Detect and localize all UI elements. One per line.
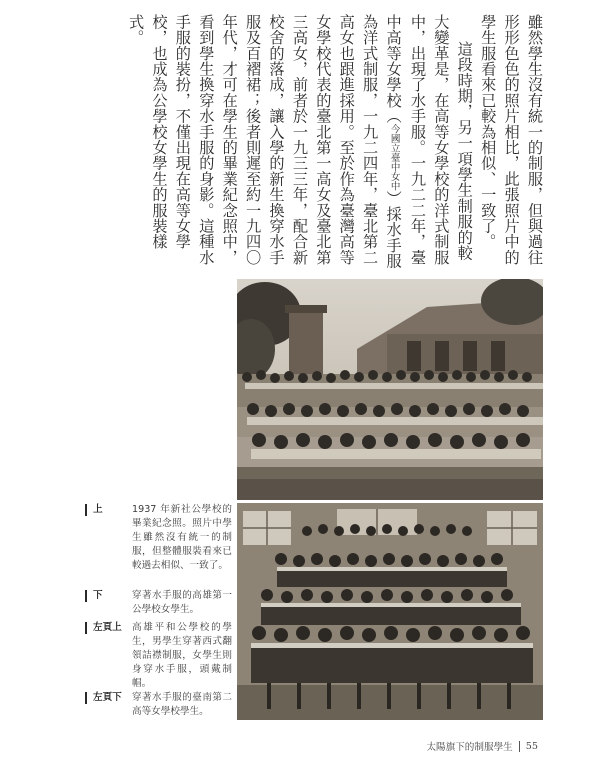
- paragraph-2-part-b: ）採水手服為洋式制服，一九二四年，臺北第二高女也跟進採用。至於作為臺灣高等女學校代表的臺北第一高女及臺北第三高女，前者於一九三三年，配合新校舍的落成，讓入學的新生換穿水手服及百褶裙；後者則遲至約一九四〇年代，才可在學生的畢業紀念照中，看到學生換穿水手服的身影。這種水手服的裝扮，不僅出現在高等女學校，也成為公學校女學生的服裝樣式。: [127, 14, 403, 269]
- photo-top: [237, 279, 543, 500]
- caption-bottom-text: 穿著水手服的高雄第一公學校女學生。: [132, 590, 232, 615]
- running-title: 太陽旗下的制服學生: [426, 742, 513, 753]
- page-footer: [426, 739, 538, 753]
- body-text: [124, 14, 546, 276]
- caption-left-page-bottom-text: 穿著水手服的臺南第二高等女學校學生。: [132, 692, 232, 717]
- caption-left-page-top: [85, 621, 230, 691]
- paragraph-2: [124, 14, 476, 276]
- caption-bottom: [85, 589, 230, 617]
- photo-bottom: [237, 503, 543, 720]
- caption-left-page-bottom-tag: 左頁下: [85, 692, 133, 704]
- caption-left-page-top-text: 高雄平和公學校的學生，男學生穿著西式翻領詰襟制服，女學生則身穿水手服，頭戴制帽。: [132, 622, 232, 689]
- paragraph-2-part-a: 這段時期，另一項學生制服的較大變革是，在高等女學校的洋式制服中，出現了水手服。一九二二年，臺中高等女學校（: [384, 14, 474, 266]
- page-number: 55: [525, 740, 538, 752]
- caption-left-page-bottom: [85, 691, 230, 719]
- caption-bottom-tag: 下: [85, 590, 133, 602]
- caption-top-tag: 上: [85, 504, 133, 516]
- paragraph-2-note: 今國立臺中女中: [388, 123, 400, 191]
- caption-top-text: 1937 年新社公學校的畢業紀念照。照片中學生雖然沒有統一的制服，但整體服裝看來已較過去相似、一致了。: [132, 504, 232, 571]
- paragraph-1: 雖然學生沒有統一的制服，但與過往形形色色的照片相比，此張照片中的學生服看來已較為相似、一致了。: [479, 14, 544, 266]
- caption-left-page-top-tag: 左頁上: [85, 622, 133, 634]
- caption-top: [85, 503, 230, 573]
- footer-divider: [519, 741, 520, 752]
